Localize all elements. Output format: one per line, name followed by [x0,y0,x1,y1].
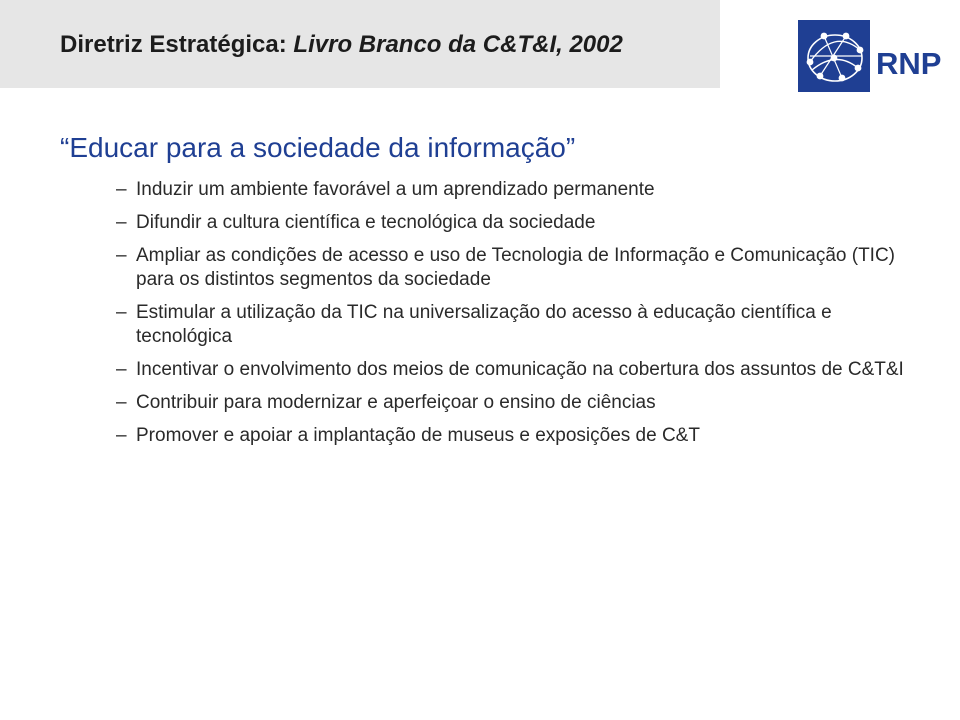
bullet-dash: – [116,392,127,413]
title-emphasis: Livro Branco da C&T&I, 2002 [293,31,623,58]
list-item-text: Estimular a utilização da TIC na universalização do acesso à educação científica e tecnológica [136,302,832,347]
title-prefix: Diretriz Estratégica: [60,31,294,58]
logo-text: RNP [876,46,942,81]
bullet-dash: – [116,302,127,323]
list-item-text: Induzir um ambiente favorável a um aprendizado permanente [136,179,655,200]
bullet-dash: – [116,245,127,266]
title-bar [0,0,720,88]
bullet-dash: – [116,212,127,233]
bullet-dash: – [116,359,127,380]
list-item-text: Promover e apoiar a implantação de museus e exposições de C&T [136,425,700,446]
list-item [116,178,906,202]
list-item [116,211,906,235]
bullet-dash: – [116,425,127,446]
list-item-text: Incentivar o envolvimento dos meios de comunicação na cobertura dos assuntos de C&T&I [136,359,904,380]
slide-heading: “Educar para a sociedade da informação” [60,132,576,163]
list-item [116,301,906,349]
bullet-dash: – [116,179,127,200]
slide-title [60,31,623,59]
list-item [116,244,906,292]
rnp-logo [798,20,942,92]
list-item-text: Difundir a cultura científica e tecnológica da sociedade [136,212,596,233]
list-item-text: Contribuir para modernizar e aperfeiçoar o ensino de ciências [136,392,656,413]
bullet-list [116,178,906,457]
list-item [116,358,906,382]
list-item [116,391,906,415]
list-item [116,424,906,448]
list-item-text: Ampliar as condições de acesso e uso de Tecnologia de Informação e Comunicação (TIC) para os distintos segmentos da sociedade [136,245,895,290]
rnp-logo-icon [798,20,942,92]
